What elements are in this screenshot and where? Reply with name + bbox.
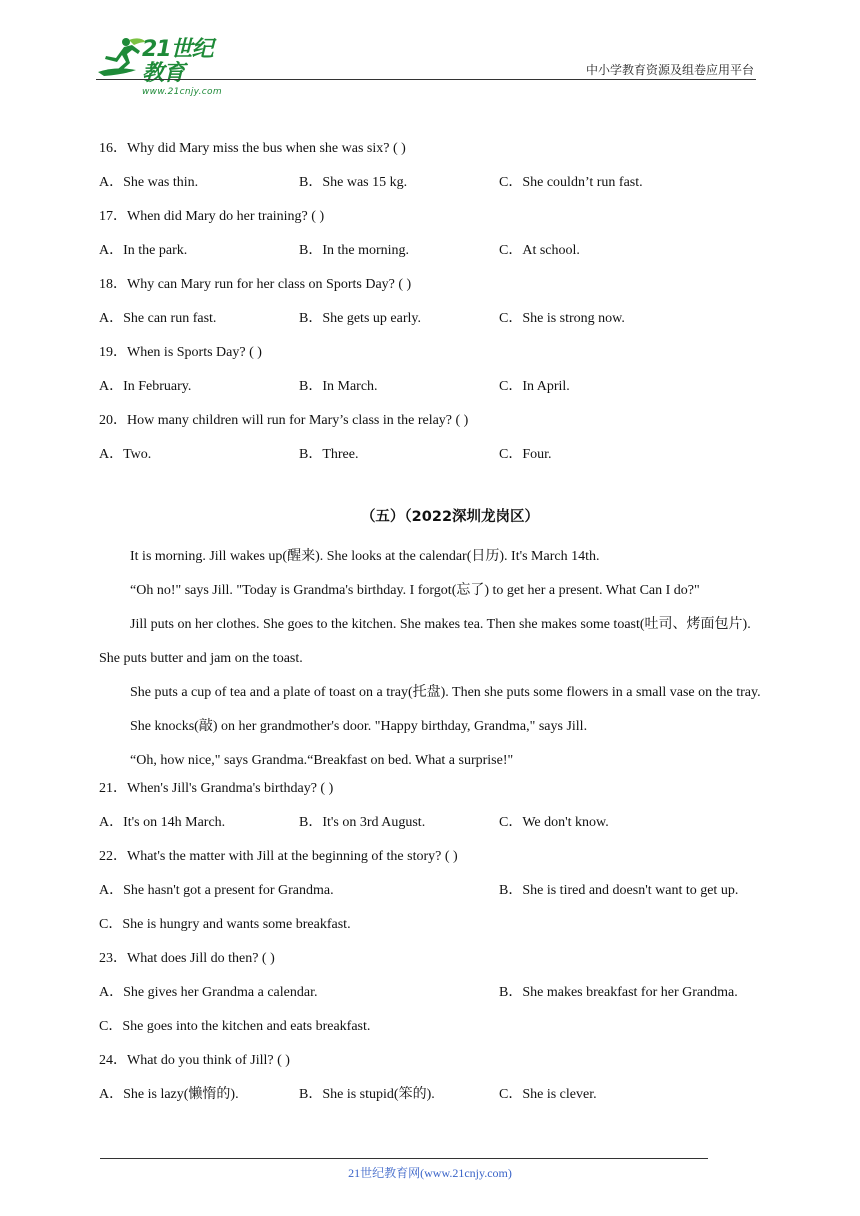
- option-b: B．She is stupid(笨的).: [299, 1087, 435, 1102]
- question-24-options: [99, 1084, 761, 1118]
- option-c: C．Four.: [499, 447, 552, 462]
- site-logo: [96, 36, 222, 97]
- passage-paragraph: She knocks(敲) on her grandmother's door. "Happy birthday, Grandma," says Jill.: [130, 719, 588, 734]
- option-a: A．She was thin.: [99, 175, 199, 190]
- question-21: 21．When's Jill's Grandma's birthday? ( ): [99, 781, 334, 796]
- section-title: （五）（2022深圳龙岗区）: [360, 509, 540, 525]
- logo-wordmark: 21世纪教育: [142, 37, 213, 86]
- option-c: C．In April.: [499, 379, 570, 394]
- question-20: 20．How many children will run for Mary’s class in the relay? ( ): [99, 413, 469, 428]
- question-22: 22．What's the matter with Jill at the beginning of the story? ( ): [99, 849, 458, 864]
- option-a: A．In the park.: [99, 243, 188, 258]
- option-a: A．In February.: [99, 379, 192, 394]
- question-16: 16．Why did Mary miss the bus when she was six? ( ): [99, 141, 406, 156]
- footer-divider: [100, 1158, 708, 1159]
- passage-paragraph: “Oh no!" says Jill. "Today is Grandma's birthday. I forgot(忘了) to get her a present. What Can I do?": [130, 583, 700, 598]
- question-18-options: [99, 308, 761, 342]
- option-c: C．At school.: [499, 243, 580, 258]
- option-c: C．She is clever.: [499, 1087, 597, 1102]
- page-header: [96, 30, 756, 97]
- option-a: A．Two.: [99, 447, 152, 462]
- question-17: 17．When did Mary do her training? ( ): [99, 209, 325, 224]
- passage-paragraph: Jill puts on her clothes. She goes to the kitchen. She makes tea. Then she makes some toast(吐司、烤面包片). She puts butter and jam on the toast.: [99, 617, 751, 666]
- option-b: B．She makes breakfast for her Grandma.: [499, 985, 738, 1000]
- question-23-options-c: [99, 1016, 761, 1050]
- option-c: C．We don't know.: [499, 815, 609, 830]
- option-b: B．She gets up early.: [299, 311, 421, 326]
- option-a: A．She is lazy(懒惰的).: [99, 1087, 239, 1102]
- question-19-options: [99, 376, 761, 410]
- option-a: A．She can run fast.: [99, 311, 217, 326]
- passage-paragraph: It is morning. Jill wakes up(醒来). She looks at the calendar(日历). It's March 14th.: [130, 549, 600, 564]
- option-c: C．She goes into the kitchen and eats breakfast.: [99, 1019, 371, 1034]
- logo-url: www.21cnjy.com: [142, 87, 222, 97]
- worksheet-content: [99, 138, 761, 1118]
- option-b: B．It's on 3rd August.: [299, 815, 426, 830]
- question-18: 18．Why can Mary run for her class on Sports Day? ( ): [99, 277, 412, 292]
- option-a: A．She gives her Grandma a calendar.: [99, 985, 318, 1000]
- option-a: A．She hasn't got a present for Grandma.: [99, 883, 334, 898]
- platform-tagline: 中小学教育资源及组卷应用平台: [585, 63, 754, 77]
- question-24: 24．What do you think of Jill? ( ): [99, 1053, 290, 1068]
- question-23-options-ab: [99, 982, 761, 1016]
- question-22-options-ab: [99, 880, 761, 914]
- option-b: B．In the morning.: [299, 243, 410, 258]
- passage-paragraph: “Oh, how nice," says Grandma.“Breakfast on bed. What a surprise!": [130, 753, 514, 768]
- question-20-options: [99, 444, 761, 478]
- passage-paragraph: She puts a cup of tea and a plate of toast on a tray(托盘). Then she puts some flowers in a small vase on the tray.: [130, 685, 761, 700]
- option-c: C．She couldn’t run fast.: [499, 175, 643, 190]
- option-c: C．She is strong now.: [499, 311, 625, 326]
- question-19: 19．When is Sports Day? ( ): [99, 345, 262, 360]
- option-a: A．It's on 14h March.: [99, 815, 226, 830]
- footer-text: 21世纪教育网(www.21cnjy.com): [348, 1166, 512, 1180]
- question-23: 23．What does Jill do then? ( ): [99, 951, 275, 966]
- header-divider: [96, 79, 756, 80]
- question-21-options: [99, 812, 761, 846]
- option-b: B．Three.: [299, 447, 359, 462]
- question-22-options-c: [99, 914, 761, 948]
- question-16-options: [99, 172, 761, 206]
- option-b: B．In March.: [299, 379, 378, 394]
- option-b: B．She is tired and doesn't want to get up.: [499, 883, 739, 898]
- option-c: C．She is hungry and wants some breakfast.: [99, 917, 351, 932]
- option-b: B．She was 15 kg.: [299, 175, 408, 190]
- question-17-options: [99, 240, 761, 274]
